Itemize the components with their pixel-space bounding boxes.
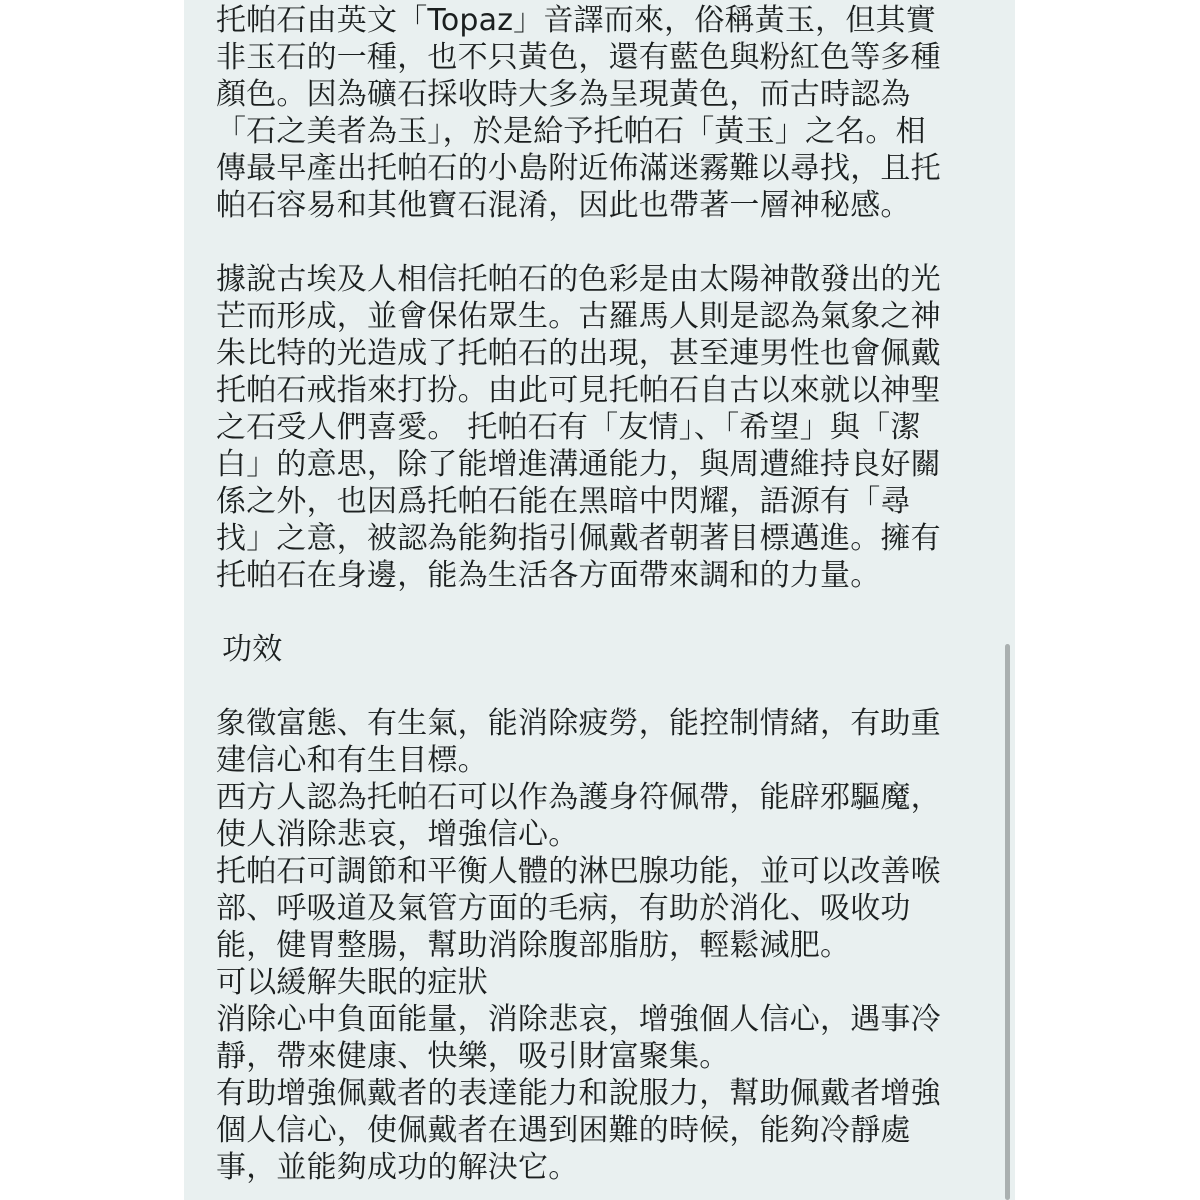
- text-line: 「石之美者為玉」，於是給予托帕石「黃玉」之名。相: [216, 114, 926, 149]
- history-paragraph: [216, 261, 996, 594]
- text-line: 消除心中負面能量，消除悲哀，增強個人信心，遇事冷: [216, 1002, 941, 1037]
- text-line: 之石受人們喜愛。 托帕石有「友情」、「希望」與「潔: [216, 410, 921, 445]
- paragraph-gap: [216, 668, 996, 705]
- article-text: [216, 2, 996, 1186]
- text-line: 個人信心，使佩戴者在遇到困難的時候，能夠冷靜處: [216, 1113, 911, 1148]
- note-panel[interactable]: [184, 0, 1015, 1200]
- text-line: 有助增強佩戴者的表達能力和說服力，幫助佩戴者增強: [216, 1076, 941, 1111]
- text-line: 非玉石的一種，也不只黃色，還有藍色與粉紅色等多種: [216, 40, 941, 75]
- text-line: 西方人認為托帕石可以作為護身符佩帶，能辟邪驅魔，: [216, 780, 941, 815]
- text-line: 帕石容易和其他寶石混淆，因此也帶著一層神秘感。: [216, 188, 911, 223]
- text-line: 芒而形成，並會保佑眾生。古羅馬人則是認為氣象之神: [216, 299, 941, 334]
- text-line: 據說古埃及人相信托帕石的色彩是由太陽神散發出的光: [216, 262, 941, 297]
- text-line: 係之外，也因爲托帕石能在黑暗中閃耀，語源有「尋: [216, 484, 911, 519]
- text-line: 使人消除悲哀，增強信心。: [216, 817, 579, 852]
- paragraph-gap: [216, 224, 996, 261]
- text-line: 托帕石戒指來打扮。由此可見托帕石自古以來就以神聖: [216, 373, 941, 408]
- text-line: 象徵富態、有生氣，能消除疲勞，能控制情緒，有助重: [216, 706, 941, 741]
- text-line: 能，健胃整腸，幫助消除腹部脂肪，輕鬆減肥。: [216, 928, 851, 963]
- text-line: 托帕石可調節和平衡人體的淋巴腺功能，並可以改善喉: [216, 854, 941, 889]
- text-line: 建信心和有生目標。: [216, 743, 488, 778]
- paragraph-gap: [216, 594, 996, 631]
- text-line: 事，並能夠成功的解決它。: [216, 1150, 579, 1185]
- text-line: 部、呼吸道及氣管方面的毛病，有助於消化、吸收功: [216, 891, 911, 926]
- text-line: 找」之意，被認為能夠指引佩戴者朝著目標邁進。擁有: [216, 521, 941, 556]
- text-line: 靜，帶來健康、快樂，吸引財富聚集。: [216, 1039, 730, 1074]
- text-line: 托帕石由英文「Topaz」音譯而來，俗稱黃玉，但其實: [216, 3, 936, 38]
- intro-paragraph: [216, 2, 996, 224]
- text-line: 朱比特的光造成了托帕石的出現，甚至連男性也會佩戴: [216, 336, 941, 371]
- effects-heading: 功效: [222, 632, 283, 667]
- text-line: 傳最早產出托帕石的小島附近佈滿迷霧難以尋找，且托: [216, 151, 941, 186]
- text-line: 托帕石在身邊，能為生活各方面帶來調和的力量。: [216, 558, 881, 593]
- text-line: 可以緩解失眠的症狀: [216, 965, 488, 1000]
- effects-list: [216, 705, 996, 1186]
- text-line: 白」的意思，除了能增進溝通能力，與周遭維持良好關: [216, 447, 941, 482]
- vertical-scrollbar[interactable]: [1005, 644, 1010, 1200]
- text-line: 顏色。因為礦石採收時大多為呈現黃色，而古時認為: [216, 77, 911, 112]
